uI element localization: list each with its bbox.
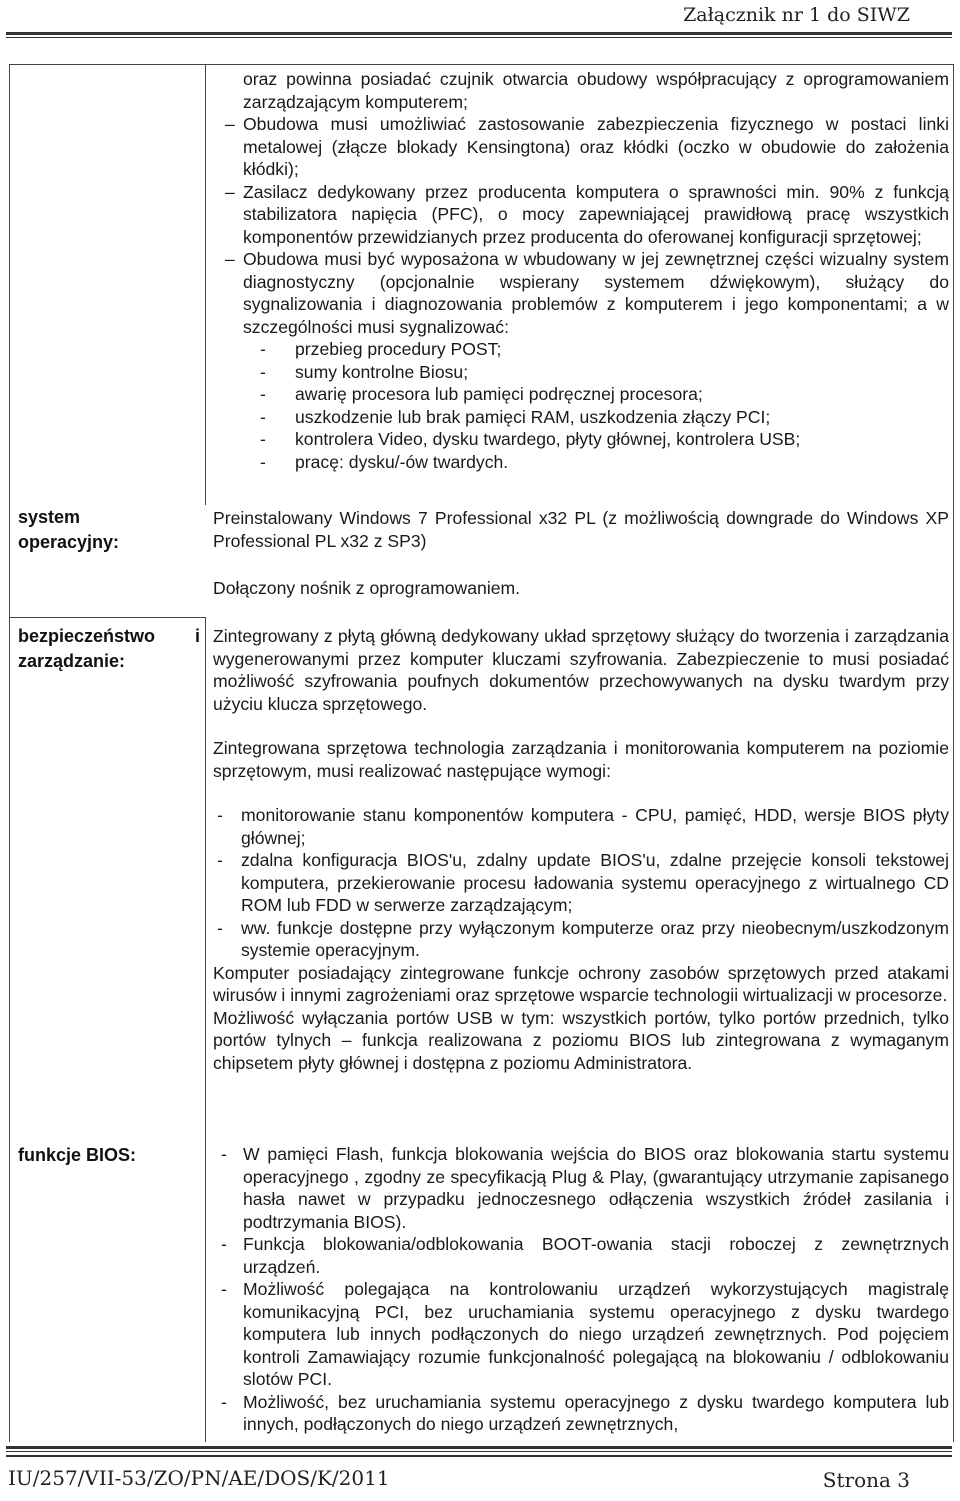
label-security — [18, 624, 200, 674]
row-bios-content — [213, 1143, 949, 1436]
footer-rule-thin — [6, 1451, 952, 1452]
os-media: Dołączony nośnik z oprogramowaniem. — [213, 578, 521, 598]
list-subitem: - przebieg procedury POST; — [213, 338, 949, 361]
list-item: - W pamięci Flash, funkcja blokowania wejścia do BIOS oraz blokowania startu systemu operacyjnego , zgodny ze specyfikacją Plug & Play, (gwarantujący utrzymanie zapisanego hasła nawet w przypadku jednoczesnego odłączenia wszystkich źródeł zasilania i podtrzymania BIOS). — [213, 1143, 949, 1233]
list-subitem: - awarię procesora lub pamięci podręcznej procesora; — [213, 383, 949, 406]
list-item: – Obudowa musi być wyposażona w wbudowany w jej zewnętrznej części wizualny system diagnostyczny (opcjonalnie wspierany systemem dźwiękowym), służący do sygnalizowania i diagnozowania problemów z komputerem i jego komponentami; a w szczególności musi sygnalizować: — [213, 248, 949, 338]
document-reference: IU/257/VII-53/ZO/PN/AE/DOS/K/2011 — [8, 1466, 390, 1490]
row-operating-system-content — [213, 507, 949, 600]
security-paragraph: Możliwość wyłączania portów USB w tym: wszystkich portów, tylko portów przednich, tylko portów tylnych – funkcja realizowana z poziomu BIOS lub zintegrowana z wymaganym chipsetem płyty głównej i dostępna z poziomu Administratora. — [213, 1007, 949, 1073]
list-item: - zdalna konfiguracja BIOS'u, zdalny update BIOS'u, zdalne przejęcie konsoli tekstowej komputera, przekierowanie procesu ładowania systemu operacyjnego z wirtualnego CD ROM lub FDD w serwerze zarządzającym; — [213, 849, 949, 917]
header-rule-thin — [6, 37, 952, 38]
security-paragraph: Komputer posiadający zintegrowane funkcje ochrony zasobów sprzętowych przed atakami wirusów i innymi zagrożeniami oraz sprzętowe wsparcie technologii wirtualizacji w procesorze. — [213, 962, 949, 1005]
list-item: - Funkcja blokowania/odblokowania BOOT-owania stacji roboczej z zewnętrznych urządzeń. — [213, 1233, 949, 1278]
list-subitem: - sumy kontrolne Biosu; — [213, 361, 949, 384]
table-column-divider — [205, 617, 206, 1442]
table-left-border — [9, 64, 10, 1442]
os-description: Preinstalowany Windows 7 Professional x32 PL (z możliwością downgrade do Windows XP Professional PL x32 z SP3) — [213, 508, 949, 551]
list-subitem: - kontrolera Video, dysku twardego, płyty głównej, kontrolera USB; — [213, 428, 949, 451]
footer-rule-thick — [6, 1446, 952, 1449]
list-item: - ww. funkcje dostępne przy wyłączonym komputerze oraz przy nieobecnym/uszkodzonym systemie operacyjnym. — [213, 917, 949, 962]
header-title: Załącznik nr 1 do SIWZ — [683, 4, 910, 26]
table-top-border — [9, 64, 954, 65]
footer-rule-medium — [6, 1455, 952, 1457]
list-subitem: - pracę: dysku/-ów twardych. — [213, 451, 949, 474]
label-line: system — [18, 507, 81, 527]
label-line: zarządzanie: — [18, 651, 126, 671]
security-paragraph: Zintegrowany z płytą główną dedykowany układ sprzętowy służący do tworzenia i zarządzania wygenerowanymi przez komputer kluczami szyfrowania. Zabezpieczenie to musi posiadać możliwość szyfrowania poufnych dokumentów przechowywanych na dysku twardym przy użyciu klucza sprzętowego. — [213, 626, 949, 714]
security-paragraph: Zintegrowana sprzętowa technologia zarządzania i monitorowania komputerem na poziomie sprzętowym, musi realizować następujące wymogi: — [213, 738, 949, 781]
table-right-border — [953, 64, 954, 1442]
list-item: - monitorowanie stanu komponentów komputera - CPU, pamięć, HDD, wersje BIOS płyty głównej; — [213, 804, 949, 849]
label-line: operacyjny: — [18, 532, 120, 552]
label-bios-functions: funkcje BIOS: — [18, 1145, 137, 1165]
table-column-divider — [205, 64, 206, 505]
table-row-divider — [9, 617, 206, 618]
list-subitem: - uszkodzenie lub brak pamięci RAM, uszkodzenia złączy PCI; — [213, 406, 949, 429]
list-item: – Obudowa musi umożliwiać zastosowanie zabezpieczenia fizycznego w postaci linki metalowej (złącze blokady Kensingtona) oraz kłódki (oczko w obudowie do założenia kłódki); — [213, 113, 949, 181]
page-number: Strona 3 — [822, 1468, 910, 1492]
label-line: bezpieczeństwo i — [18, 626, 200, 646]
list-item: - Możliwość polegająca na kontrolowaniu urządzeń wykorzystujących magistralę komunikacyjną PCI, bez uruchamiania systemu operacyjnego z dysku twardego komputera lub innych podłączonych do niego urządzeń zewnętrznych. Pod pojęciem kontroli Zamawiający rozumie funkcjonalność polegającą na blokowaniu / odblokowaniu slotów PCI. — [213, 1278, 949, 1391]
enclosure-intro: oraz powinna posiadać czujnik otwarcia obudowy współpracujący z oprogramowaniem zarządzającym komputerem; — [243, 69, 949, 112]
row-security-content — [213, 625, 949, 1074]
list-item: - Możliwość, bez uruchamiania systemu operacyjnego z dysku twardego komputera lub innych, podłączonych do niego urządzeń zewnętrznych, — [213, 1391, 949, 1436]
row-enclosure-content — [213, 68, 949, 473]
label-operating-system — [18, 505, 119, 555]
header-rule-thick — [6, 32, 952, 35]
list-item: – Zasilacz dedykowany przez producenta komputera o sprawności min. 90% z funkcją stabilizatora napięcia (PFC), o mocy zapewniającej prawidłową pracę wszystkich komponentów przewidzianych przez producenta do oferowanej konfiguracji sprzętowej; — [213, 181, 949, 249]
